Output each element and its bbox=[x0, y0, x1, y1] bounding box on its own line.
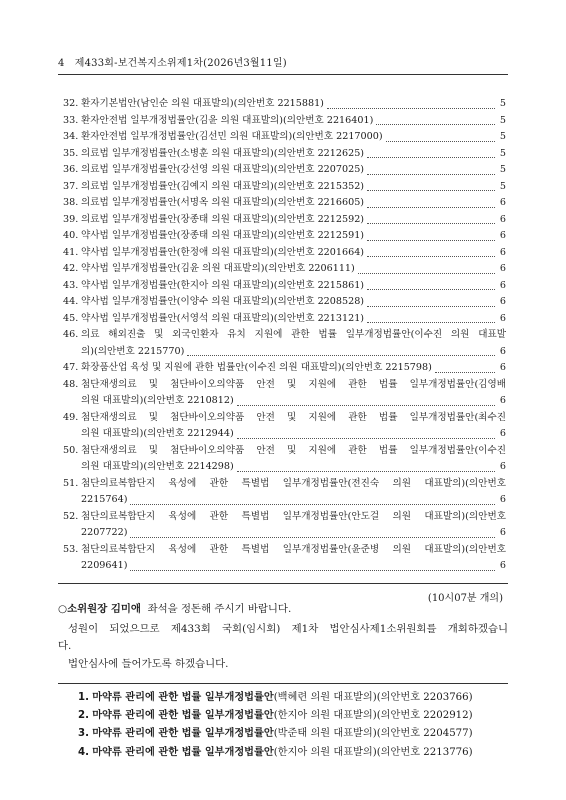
toc-item-title-cont: 2207722) bbox=[81, 527, 128, 538]
toc-item bbox=[63, 96, 506, 113]
toc-item-title: 첨단의료복합단지 육성에 관한 특별법 일부개정법률안(전진숙 의원 대표발의)(의안번호 bbox=[81, 477, 506, 489]
toc-item-number: 34. bbox=[63, 131, 79, 142]
table-of-contents bbox=[63, 96, 506, 575]
toc-item-title: 약사법 일부개정법률안(서영석 의원 대표발의)(의안번호 2213121) bbox=[81, 312, 365, 324]
speaker-marker: ○ bbox=[58, 603, 68, 615]
toc-item-number: 35. bbox=[63, 147, 79, 159]
toc-item-title-cont: 의원 대표발의)(의안번호 2212944) bbox=[81, 428, 234, 439]
toc-item bbox=[63, 476, 506, 509]
toc-item bbox=[63, 179, 506, 196]
toc-item-page: 6 bbox=[499, 395, 506, 406]
toc-item-number: 32. bbox=[63, 98, 79, 109]
speech-text-4: 법안심사에 들어가도록 하겠습니다. bbox=[68, 658, 229, 670]
toc-item-title-cont: 2209641) bbox=[81, 560, 128, 571]
speaker-name: 소위원장 김미애 bbox=[67, 603, 141, 615]
toc-item-page: 6 bbox=[499, 527, 506, 538]
toc-item-number: 41. bbox=[63, 246, 79, 258]
toc-item-title: 환자안전법 일부개정법률안(김윤 의원 대표발의)(의안번호 2216401) bbox=[81, 114, 374, 126]
agenda-item-detail: (백혜련 의원 대표발의)(의안번호 2203766) bbox=[273, 692, 473, 703]
toc-item-title: 환자기본법안(남인순 의원 대표발의)(의안번호 2215881) bbox=[81, 98, 324, 109]
toc-item-title: 약사법 일부개정법률안(한정애 의원 대표발의)(의안번호 2201664) bbox=[81, 246, 365, 258]
toc-item-title: 의료법 일부개정법률안(강선영 의원 대표발의)(의안번호 2207025) bbox=[81, 164, 365, 175]
toc-item bbox=[63, 443, 506, 476]
speech-first-line bbox=[58, 600, 508, 619]
toc-item-number: 51. bbox=[63, 477, 79, 489]
toc-item bbox=[63, 113, 506, 130]
toc-item-title: 첨단의료복합단지 육성에 관한 특별법 일부개정법률안(윤준병 의원 대표발의)(의안번호 bbox=[81, 543, 506, 555]
leader-dots bbox=[358, 273, 495, 274]
page-header bbox=[58, 54, 287, 69]
toc-item-page: 6 bbox=[499, 230, 506, 241]
toc-item-number: 47. bbox=[63, 362, 79, 373]
leader-dots bbox=[187, 355, 495, 356]
agenda-item-detail: (한지아 의원 대표발의)(의안번호 2202912) bbox=[273, 710, 473, 722]
toc-simple-list bbox=[63, 96, 506, 327]
toc-item-page: 6 bbox=[499, 560, 506, 571]
speech-text-2: 성원이 되었으므로 제433회 국회(임시회) 제1차 법안심사제1소위원회를 개회하겠습니 bbox=[68, 623, 508, 635]
agenda-item bbox=[78, 707, 506, 725]
leader-dots bbox=[367, 306, 495, 307]
toc-item bbox=[63, 294, 506, 311]
agenda-item-number: 4. bbox=[78, 746, 89, 758]
toc-item-title: 첨단재생의료 및 첨단바이오의약품 안전 및 지원에 관한 법률 일부개정법률안(이수진 bbox=[81, 444, 506, 456]
meeting-title: 제433회-보건복지소위제1차(2026년3월11일) bbox=[74, 58, 287, 69]
leader-dots bbox=[435, 372, 495, 373]
leader-dots bbox=[367, 157, 495, 158]
leader-dots bbox=[386, 141, 495, 142]
toc-item-page: 5 bbox=[499, 114, 506, 126]
toc-item bbox=[63, 377, 506, 410]
toc-item-title: 의료 해외진출 및 외국인환자 유치 지원에 관한 법률 일부개정법률안(이수진 의원 대표발 bbox=[81, 329, 506, 340]
toc-item-title: 약사법 일부개정법률안(이양수 의원 대표발의)(의안번호 2208528) bbox=[81, 296, 365, 307]
agenda-divider bbox=[58, 683, 508, 684]
speech-text-1: 좌석을 정돈해 주시기 바랍니다. bbox=[147, 603, 292, 615]
toc-item-title: 의료법 일부개정법률안(서명옥 의원 대표발의)(의안번호 2216605) bbox=[81, 197, 365, 208]
leader-dots bbox=[237, 405, 495, 406]
agenda-item-title: 마약류 관리에 관한 법률 일부개정법률안 bbox=[92, 692, 274, 703]
toc-item-number: 53. bbox=[63, 543, 79, 555]
toc-item-title: 약사법 일부개정법률안(김윤 의원 대표발의)(의안번호 2206111) bbox=[81, 263, 355, 274]
toc-item-number: 50. bbox=[63, 444, 79, 456]
toc-item bbox=[63, 195, 506, 212]
toc-item-page: 5 bbox=[499, 147, 506, 159]
toc-item bbox=[63, 509, 506, 542]
toc-item-number: 39. bbox=[63, 213, 79, 225]
speech-text-3: 다. bbox=[58, 640, 72, 652]
toc-item-title-cont: 2215764) bbox=[81, 494, 128, 505]
toc-item-title: 약사법 일부개정법률안(장종태 의원 대표발의)(의안번호 2212591) bbox=[81, 230, 365, 241]
toc-item-number: 43. bbox=[63, 279, 79, 291]
agenda-item-number: 1. bbox=[78, 692, 89, 703]
page-number: 4 bbox=[58, 58, 65, 69]
toc-item bbox=[63, 360, 506, 377]
toc-item bbox=[63, 245, 506, 262]
toc-item-number: 48. bbox=[63, 378, 79, 390]
toc-item bbox=[63, 278, 506, 295]
agenda-item bbox=[78, 744, 506, 762]
leader-dots bbox=[367, 289, 495, 290]
toc-item-page: 5 bbox=[499, 164, 506, 175]
leader-dots bbox=[327, 108, 495, 109]
toc-item bbox=[63, 261, 506, 278]
leader-dots bbox=[237, 438, 495, 439]
toc-item-number: 49. bbox=[63, 411, 79, 423]
toc-item-page: 5 bbox=[499, 131, 506, 142]
agenda-item-number: 2. bbox=[78, 710, 89, 722]
leader-dots bbox=[367, 256, 495, 257]
toc-item-page: 6 bbox=[499, 428, 506, 439]
header-divider bbox=[58, 74, 508, 75]
toc-item bbox=[63, 129, 506, 146]
toc-item-page: 6 bbox=[499, 213, 506, 225]
leader-dots bbox=[130, 537, 495, 538]
toc-item-title: 첨단재생의료 및 첨단바이오의약품 안전 및 지원에 관한 법률 일부개정법률안(김영배 bbox=[81, 378, 506, 390]
toc-item-title-cont: 의원 대표발의)(의안번호 2214298) bbox=[81, 461, 234, 472]
agenda-item-number: 3. bbox=[78, 728, 89, 740]
toc-item bbox=[63, 228, 506, 245]
toc-item-number: 33. bbox=[63, 114, 79, 126]
leader-dots bbox=[367, 240, 495, 241]
toc-item-number: 42. bbox=[63, 263, 79, 274]
agenda-item-title: 마약류 관리에 관한 법률 일부개정법률안 bbox=[92, 746, 274, 758]
toc-item bbox=[63, 542, 506, 575]
toc-item-page: 6 bbox=[499, 461, 506, 472]
toc-item-title: 약사법 일부개정법률안(한지아 의원 대표발의)(의안번호 2215861) bbox=[81, 279, 365, 291]
toc-item-title-cont: 의)(의안번호 2215770) bbox=[81, 345, 185, 357]
toc-item-page: 5 bbox=[499, 180, 506, 192]
leader-dots bbox=[130, 570, 495, 571]
leader-dots bbox=[376, 124, 495, 125]
leader-dots bbox=[367, 207, 495, 208]
toc-item-number: 44. bbox=[63, 296, 79, 307]
toc-item-title: 의료법 일부개정법률안(소병훈 의원 대표발의)(의안번호 2212625) bbox=[81, 147, 365, 159]
toc-item bbox=[63, 212, 506, 229]
toc-item-page: 6 bbox=[499, 312, 506, 324]
toc-item-title: 의료법 일부개정법률안(장종태 의원 대표발의)(의안번호 2212592) bbox=[81, 213, 365, 225]
toc-item-page: 5 bbox=[499, 98, 506, 109]
toc-item bbox=[63, 311, 506, 328]
toc-item-page: 6 bbox=[499, 197, 506, 208]
toc-item-page: 6 bbox=[499, 279, 506, 291]
agenda-item-title: 마약류 관리에 관한 법률 일부개정법률안 bbox=[92, 728, 274, 740]
leader-dots bbox=[367, 223, 495, 224]
toc-item-page: 6 bbox=[499, 345, 506, 357]
agenda-item-detail: (박준태 의원 대표발의)(의안번호 2204577) bbox=[273, 728, 473, 740]
toc-item-number: 45. bbox=[63, 312, 79, 324]
toc-item-title: 환자안전법 일부개정법률안(김선민 의원 대표발의)(의안번호 2217000) bbox=[81, 131, 383, 142]
toc-item-page: 6 bbox=[499, 246, 506, 258]
toc-item-page: 6 bbox=[499, 362, 506, 373]
toc-item-title: 의료법 일부개정법률안(김예지 의원 대표발의)(의안번호 2215352) bbox=[81, 180, 365, 192]
toc-item bbox=[63, 410, 506, 443]
toc-item-page: 6 bbox=[499, 494, 506, 505]
toc-item bbox=[63, 146, 506, 163]
agenda-item bbox=[78, 689, 506, 707]
leader-dots bbox=[367, 174, 495, 175]
toc-item-title-cont: 의원 대표발의)(의안번호 2210812) bbox=[81, 395, 234, 406]
agenda-item bbox=[78, 725, 506, 743]
toc-item-number: 46. bbox=[63, 329, 79, 340]
agenda-item-detail: (한지아 의원 대표발의)(의안번호 2213776) bbox=[273, 746, 473, 758]
toc-item bbox=[63, 327, 506, 360]
toc-item-title: 첨단의료복합단지 육성에 관한 특별법 일부개정법률안(안도걸 의원 대표발의)(의안번호 bbox=[81, 510, 506, 522]
toc-item-number: 40. bbox=[63, 230, 79, 241]
agenda-item-title: 마약류 관리에 관한 법률 일부개정법률안 bbox=[92, 710, 274, 722]
leader-dots bbox=[130, 504, 495, 505]
toc-item-number: 52. bbox=[63, 510, 79, 522]
toc-item-number: 37. bbox=[63, 180, 79, 192]
toc-item-title: 화장품산업 육성 및 지원에 관한 법률안(이수진 의원 대표발의)(의안번호 2215798) bbox=[81, 362, 432, 373]
toc-item-number: 38. bbox=[63, 197, 79, 208]
toc-divider bbox=[58, 583, 508, 584]
toc-item-title: 첨단재생의료 및 첨단바이오의약품 안전 및 지원에 관한 법률 일부개정법률안(최수진 bbox=[81, 411, 506, 423]
toc-wrapped-list bbox=[63, 327, 506, 575]
toc-item-page: 6 bbox=[499, 263, 506, 274]
toc-item-page: 6 bbox=[499, 296, 506, 307]
leader-dots bbox=[237, 471, 495, 472]
toc-item bbox=[63, 162, 506, 179]
agenda-list bbox=[78, 689, 506, 762]
leader-dots bbox=[367, 190, 495, 191]
session-time: (10시07분 개의) bbox=[427, 593, 503, 604]
toc-item-number: 36. bbox=[63, 164, 79, 175]
leader-dots bbox=[367, 322, 495, 323]
